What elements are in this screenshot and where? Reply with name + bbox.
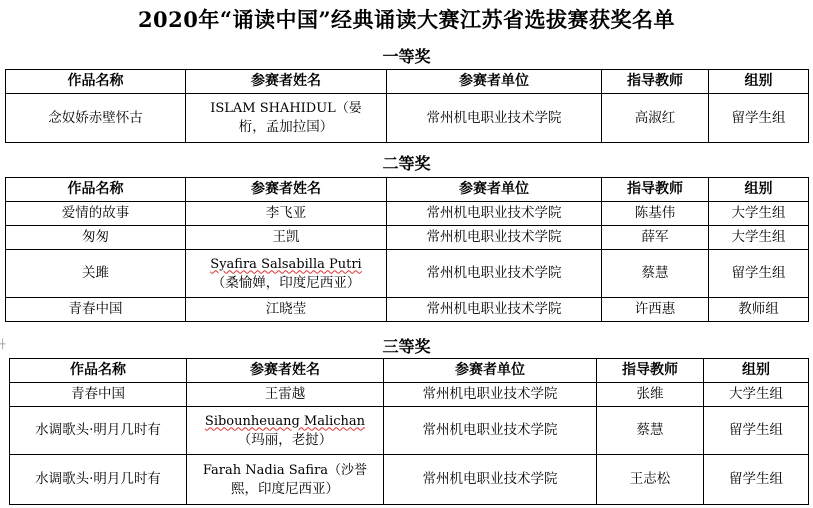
table-row (10, 383, 809, 407)
name-line: Farah Nadia Safira（沙誉 (202, 462, 368, 478)
name-line: 熙，印度尼西亚） (231, 480, 339, 497)
name-line: Sibounheuang Malichan (204, 413, 366, 429)
header-work: 作品名称 (6, 178, 186, 202)
name-line: ISLAM SHAHIDUL（晏 (210, 101, 362, 116)
name-line: （玛丽，老挝） (237, 431, 333, 448)
third-prize-table (9, 358, 809, 505)
header-name: 参赛者姓名 (186, 178, 387, 202)
table-row (6, 250, 809, 298)
unit-cell: 常州机电职业技术学院 (387, 202, 602, 226)
unit-cell: 常州机电职业技术学院 (387, 94, 602, 143)
name-line: （桑愉婵，印度尼西亚） (211, 274, 361, 291)
name-cell (187, 455, 384, 505)
work-cell: 匆匆 (6, 226, 186, 250)
table-row (6, 202, 809, 226)
third-prize-heading: 三等奖 (382, 337, 431, 356)
teacher-cell: 王志松 (597, 455, 704, 505)
teacher-cell: 薛军 (602, 226, 709, 250)
header-work: 作品名称 (10, 359, 187, 383)
page-title: 2020年“诵读中国”经典诵读大赛江苏省选拔赛获奖名单 (137, 7, 676, 32)
header-unit: 参赛者单位 (387, 178, 602, 202)
header-unit: 参赛者单位 (387, 70, 602, 94)
work-cell: 关雎 (6, 250, 186, 298)
work-cell: 念奴娇赤壁怀古 (6, 94, 186, 143)
teacher-cell: 蔡慧 (602, 250, 709, 298)
teacher-cell: 高淑红 (602, 94, 709, 143)
first-prize-table (5, 69, 809, 143)
work-cell: 水调歌头·明月几时有 (10, 455, 187, 505)
header-unit: 参赛者单位 (384, 359, 597, 383)
unit-cell: 常州机电职业技术学院 (384, 455, 597, 505)
header-work: 作品名称 (6, 70, 186, 94)
table-row (6, 226, 809, 250)
header-group: 组别 (709, 178, 809, 202)
table-anchor-mark: ┼ (0, 340, 6, 350)
table-row (6, 94, 809, 143)
first-prize-heading: 一等奖 (382, 47, 431, 66)
header-name: 参赛者姓名 (186, 70, 387, 94)
work-cell: 爱情的故事 (6, 202, 186, 226)
unit-cell: 常州机电职业技术学院 (384, 407, 597, 455)
group-cell: 大学生组 (704, 383, 809, 407)
second-prize-table (5, 177, 809, 322)
second-prize-heading: 二等奖 (382, 154, 431, 173)
work-cell: 青春中国 (10, 383, 187, 407)
unit-cell: 常州机电职业技术学院 (387, 298, 602, 322)
table-row (6, 298, 809, 322)
group-cell: 教师组 (709, 298, 809, 322)
group-cell: 大学生组 (709, 202, 809, 226)
header-teacher: 指导教师 (602, 178, 709, 202)
group-cell: 留学生组 (709, 94, 809, 143)
group-cell: 大学生组 (709, 226, 809, 250)
group-cell: 留学生组 (709, 250, 809, 298)
name-line: Syafira Salsabilla Putri (210, 256, 362, 272)
unit-cell: 常州机电职业技术学院 (384, 383, 597, 407)
unit-cell: 常州机电职业技术学院 (387, 226, 602, 250)
header-group: 组别 (704, 359, 809, 383)
group-cell: 留学生组 (704, 407, 809, 455)
header-name: 参赛者姓名 (187, 359, 384, 383)
name-cell: 王雷越 (187, 383, 384, 407)
unit-cell: 常州机电职业技术学院 (387, 250, 602, 298)
table-row (10, 407, 809, 455)
teacher-cell: 许西惠 (602, 298, 709, 322)
teacher-cell: 张维 (597, 383, 704, 407)
teacher-cell: 蔡慧 (597, 407, 704, 455)
table-row (10, 455, 809, 505)
table-header-row (10, 359, 809, 383)
name-line: 桁，孟加拉国） (238, 119, 334, 135)
table-header-row (6, 70, 809, 94)
teacher-cell: 陈基伟 (602, 202, 709, 226)
table-header-row (6, 178, 809, 202)
name-cell: 李飞亚 (186, 202, 387, 226)
work-cell: 水调歌头·明月几时有 (10, 407, 187, 455)
group-cell: 留学生组 (704, 455, 809, 505)
name-cell (187, 407, 384, 455)
name-cell (186, 94, 387, 143)
name-cell (186, 250, 387, 298)
header-group: 组别 (709, 70, 809, 94)
name-cell: 王凯 (186, 226, 387, 250)
work-cell: 青春中国 (6, 298, 186, 322)
header-teacher: 指导教师 (597, 359, 704, 383)
name-cell: 江晓莹 (186, 298, 387, 322)
header-teacher: 指导教师 (602, 70, 709, 94)
